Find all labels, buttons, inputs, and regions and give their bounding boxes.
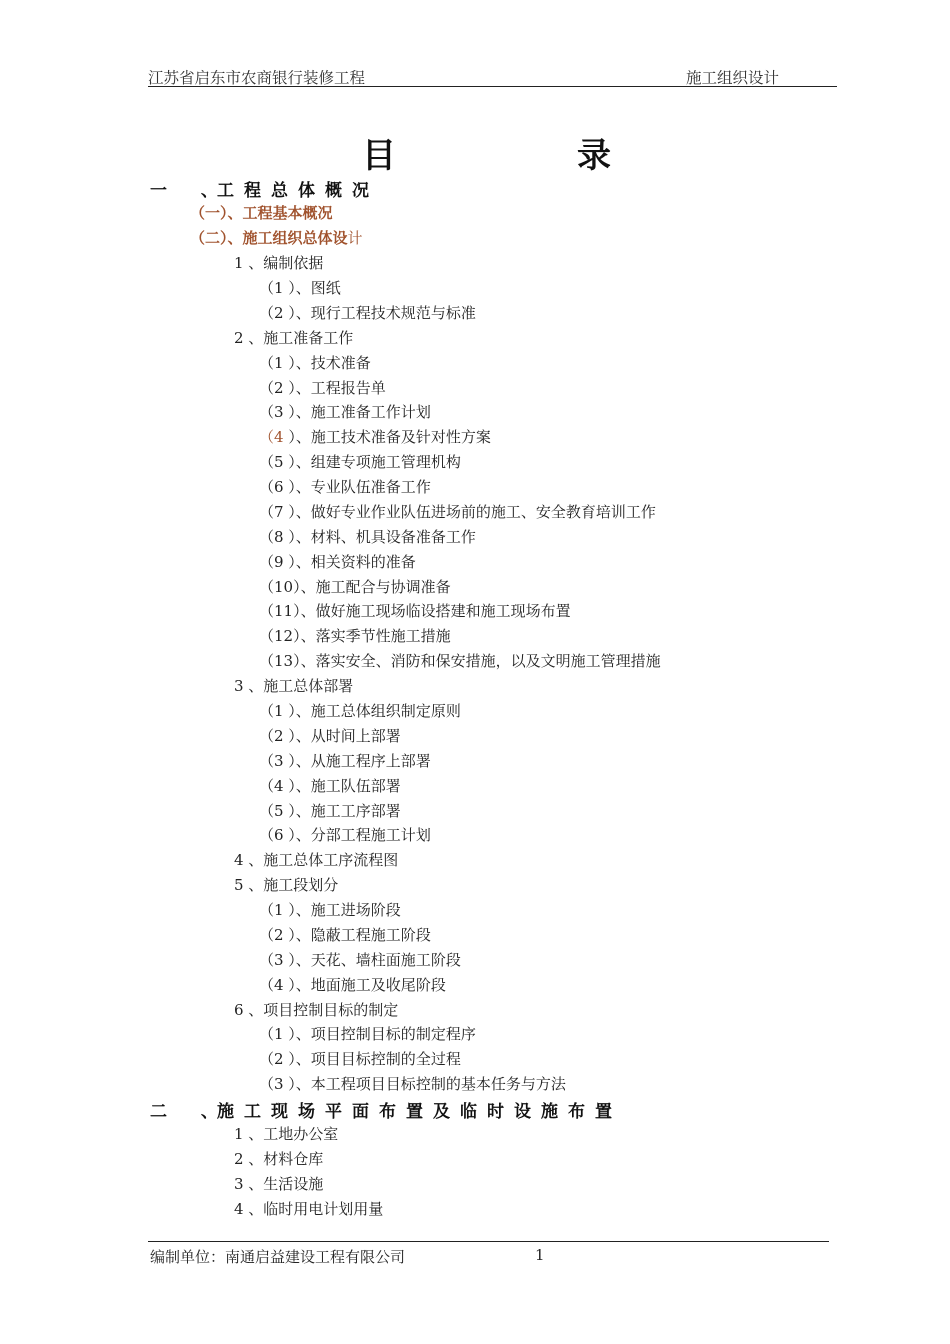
toc-subsection-1-1[interactable]: （一）、工程基本概况 bbox=[190, 204, 333, 222]
toc-item[interactable]: 5 、施工段划分 bbox=[234, 876, 339, 894]
toc-subitem[interactable]: （9 ）、相关资料的准备 bbox=[259, 553, 416, 571]
toc-item[interactable]: 3 、生活设施 bbox=[234, 1175, 324, 1193]
subsection-title: （二）、施工组织总体设 bbox=[190, 229, 348, 247]
toc-subitem[interactable]: （2 ）、现行工程技术规范与标准 bbox=[259, 304, 476, 322]
toc-subitem[interactable]: （2 ）、从时间上部署 bbox=[259, 727, 401, 745]
toc-subitem[interactable]: （4 ）、地面施工及收尾阶段 bbox=[259, 976, 446, 994]
toc-subitem[interactable]: （11）、做好施工现场临设搭建和施工现场布置 bbox=[259, 602, 571, 620]
toc-item[interactable]: 2 、材料仓库 bbox=[234, 1150, 324, 1168]
footer-divider bbox=[148, 1241, 829, 1242]
toc-subitem[interactable]: （5 ）、组建专项施工管理机构 bbox=[259, 453, 461, 471]
toc-item[interactable]: 3 、施工总体部署 bbox=[234, 677, 354, 695]
section-title: 工程总体概况 bbox=[217, 181, 379, 201]
toc-subitem[interactable]: （2 ）、隐蔽工程施工阶段 bbox=[259, 926, 431, 944]
toc-subitem[interactable]: （3 ）、施工准备工作计划 bbox=[259, 403, 431, 421]
toc-item[interactable]: 1 、编制依据 bbox=[234, 254, 324, 272]
toc-subitem[interactable]: （7 ）、做好专业作业队伍进场前的施工、安全教育培训工作 bbox=[259, 503, 656, 521]
page-number: 1 bbox=[535, 1246, 545, 1264]
toc-subitem[interactable]: （1 ）、施工总体组织制定原则 bbox=[259, 702, 461, 720]
toc-subitem[interactable]: （10）、施工配合与协调准备 bbox=[259, 578, 451, 596]
toc-title-char-2: 录 bbox=[577, 136, 611, 176]
toc-subitem[interactable]: （3 ）、本工程项目目标控制的基本任务与方法 bbox=[259, 1075, 566, 1093]
toc-section-2[interactable] bbox=[150, 1097, 622, 1122]
toc-subitem[interactable]: （13）、落实安全、消防和保安措施，以及文明施工管理措施 bbox=[259, 652, 661, 670]
toc-item[interactable]: 6 、项目控制目标的制定 bbox=[234, 1001, 399, 1019]
toc-subitem[interactable]: （1 ）、施工进场阶段 bbox=[259, 901, 401, 919]
toc-subitem[interactable]: （8 ）、材料、机具设备准备工作 bbox=[259, 528, 476, 546]
toc-subitem[interactable]: （1 ）、技术准备 bbox=[259, 354, 371, 372]
toc-item[interactable]: 4 、施工总体工序流程图 bbox=[234, 851, 399, 869]
toc-subitem[interactable]: （3 ）、从施工程序上部署 bbox=[259, 752, 431, 770]
section-number: 一 、 bbox=[150, 181, 232, 201]
toc-subitem[interactable]: （1 ）、项目控制目标的制定程序 bbox=[259, 1025, 476, 1043]
toc-title-char-1: 目 bbox=[362, 136, 396, 176]
toc-subitem[interactable]: （2 ）、工程报告单 bbox=[259, 379, 386, 397]
section-number: 二 、 bbox=[150, 1102, 232, 1122]
toc-subitem[interactable]: （6 ）、专业队伍准备工作 bbox=[259, 478, 431, 496]
subitem-text: ）、施工技术准备及针对性方案 bbox=[283, 428, 491, 446]
header-project-name: 江苏省启东市农商银行装修工程 bbox=[148, 69, 366, 87]
toc-subitem[interactable]: （2 ）、项目目标控制的全过程 bbox=[259, 1050, 461, 1068]
toc-item[interactable]: 4 、临时用电计划用量 bbox=[234, 1200, 384, 1218]
toc-section-1[interactable] bbox=[150, 176, 379, 201]
toc-item[interactable]: 1 、工地办公室 bbox=[234, 1125, 339, 1143]
toc-subsection-1-2[interactable] bbox=[190, 227, 363, 248]
toc-subitem[interactable]: （12）、落实季节性施工措施 bbox=[259, 627, 451, 645]
toc-subitem[interactable]: （5 ）、施工工序部署 bbox=[259, 802, 401, 820]
section-title: 施工现场平面布置及临时设施布置 bbox=[217, 1102, 622, 1122]
toc-subitem[interactable]: （1 ）、图纸 bbox=[259, 279, 341, 297]
header-divider bbox=[148, 86, 837, 87]
subitem-number: （4 bbox=[259, 428, 284, 446]
toc-subitem[interactable]: （4 ）、施工队伍部署 bbox=[259, 777, 401, 795]
toc-subitem[interactable]: （3 ）、天花、墙柱面施工阶段 bbox=[259, 951, 461, 969]
toc-subitem[interactable]: （6 ）、分部工程施工计划 bbox=[259, 826, 431, 844]
header-doc-type: 施工组织设计 bbox=[686, 69, 780, 87]
toc-item[interactable]: 2 、施工准备工作 bbox=[234, 329, 354, 347]
footer-organization: 编制单位：南通启益建设工程有限公司 bbox=[150, 1248, 406, 1266]
toc-subitem[interactable] bbox=[259, 426, 491, 447]
subsection-title-tail: 计 bbox=[347, 229, 363, 247]
